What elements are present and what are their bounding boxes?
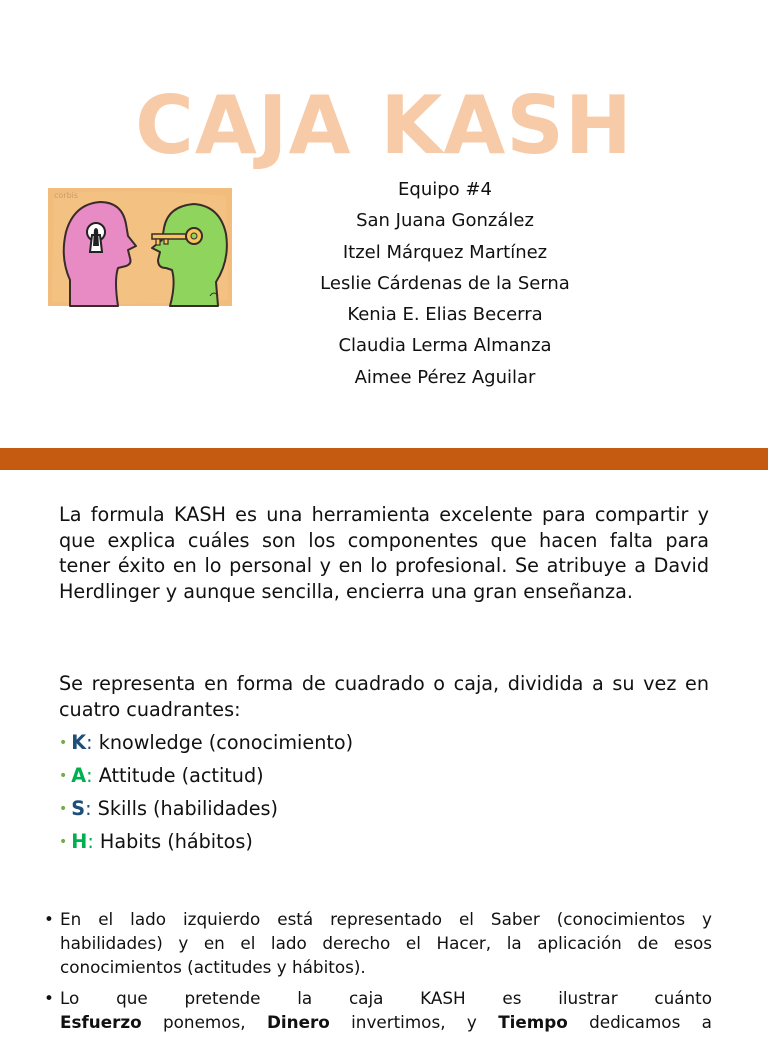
note-text: ponemos, <box>163 1012 246 1032</box>
team-member: San Juana González <box>356 210 534 232</box>
kash-separator: : <box>85 797 92 820</box>
bullet-icon: • <box>59 768 68 784</box>
bullet-icon: • <box>44 988 54 1008</box>
note-text: En el lado izquierdo está representado el Saber (conocimientos y habilidades) y en el lado derecho el Hacer, la aplicación de esos conocimientos (actitudes y hábitos). <box>60 909 712 977</box>
team-label: Equipo #4 <box>398 179 492 200</box>
team-list <box>270 174 620 393</box>
bullet-icon: • <box>59 801 68 817</box>
team-member: Kenia E. Elias Becerra <box>347 304 543 326</box>
kash-description: knowledge (conocimiento) <box>92 731 354 754</box>
kash-separator: : <box>87 830 94 853</box>
kash-quadrant-list <box>59 729 709 861</box>
intro-paragraph: La formula KASH es una herramienta excelente para compartir y que explica cuáles son los componentes que hacen falta para tener éxito en lo personal y en lo profesional. Se atribuye a David Herdlinger y aunque sencilla, encierra una gran enseñanza. <box>59 503 709 603</box>
kash-description: Skills (habilidades) <box>91 797 279 820</box>
kash-item-s <box>59 795 709 828</box>
kash-letter: H <box>71 830 88 853</box>
team-member: Aimee Pérez Aguilar <box>354 366 536 388</box>
kash-letter: A <box>71 764 87 787</box>
note-item <box>44 986 712 1034</box>
kash-separator: : <box>86 764 93 787</box>
illustration-watermark: corbis <box>54 191 79 200</box>
note-emphasis-dinero: Dinero <box>266 1012 330 1032</box>
note-emphasis-esfuerzo: Esfuerzo <box>60 1012 142 1032</box>
note-emphasis-tiempo: Tiempo <box>498 1012 568 1032</box>
bullet-icon: • <box>44 909 54 929</box>
team-member: Leslie Cárdenas de la Serna <box>320 272 570 294</box>
kash-item-h <box>59 828 709 861</box>
bullet-icon: • <box>59 834 68 850</box>
kash-description: Attitude (actitud) <box>92 764 264 787</box>
kash-description: Habits (hábitos) <box>93 830 253 853</box>
kash-letter: K <box>71 731 87 754</box>
kash-item-a <box>59 762 709 795</box>
slide-title: CAJA KASH <box>135 79 633 172</box>
kash-letter: S <box>71 797 86 820</box>
bullet-icon: • <box>59 735 68 751</box>
two-heads-keyhole-key-icon <box>48 188 232 308</box>
kash-item-k <box>59 729 709 762</box>
team-member: Itzel Márquez Martínez <box>342 241 548 263</box>
kash-separator: : <box>86 731 93 754</box>
team-member: Claudia Lerma Almanza <box>338 335 552 357</box>
note-text: Lo que pretende la caja KASH es ilustrar cuánto <box>60 988 712 1008</box>
note-text: invertimos, y <box>351 1012 477 1032</box>
note-text: dedicamos a <box>589 1012 712 1032</box>
slide-divider-bar <box>0 448 768 470</box>
note-text-line <box>60 1010 712 1034</box>
notes-list <box>44 907 712 1041</box>
note-item <box>44 907 712 979</box>
representation-paragraph: Se representa en forma de cuadrado o caja, dividida a su vez en cuatro cuadrantes: <box>59 672 709 721</box>
